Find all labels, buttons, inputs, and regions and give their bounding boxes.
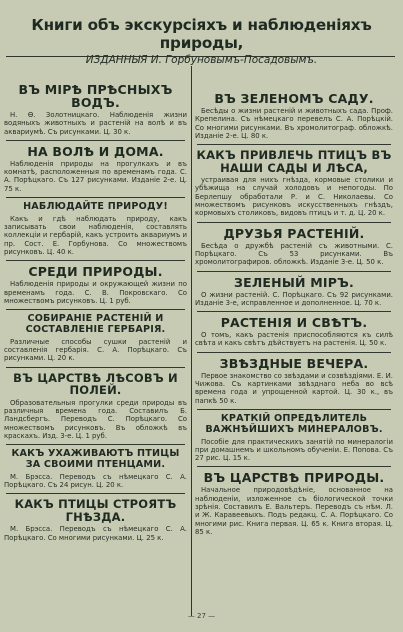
book-description: Какъ и гдѣ наблюдать природу, какъ записывать свои наблюденія, составлять коллекціи и гербарій, какъ устроить аквариумъ и пр. Сост. Е. Горбунова. Со множествомъ рисунковъ. Ц. 40 к. [4,214,187,257]
left-column [4,83,187,546]
entry-divider [197,409,391,410]
entry-divider [6,140,185,141]
entry-divider [197,352,391,353]
book-entry [195,276,393,308]
subtitle-publisher: И. Горбуновымъ-Посадовымъ. [150,54,318,66]
entry-divider [197,222,391,223]
page-number: — 27 — [187,612,216,620]
book-entry [4,498,187,542]
book-title: ВЪ МІРѢ ПРѢСНЫХЪ ВОДЪ. [18,82,173,110]
book-entry [4,145,187,193]
book-title: ВЪ ЦАРСТВѢ ЛѢСОВЪ И ПОЛЕЙ. [13,370,178,398]
book-title: РАСТЕНІЯ И СВѢТЪ. [220,315,368,331]
book-title: ЗВѢЗДНЫЕ ВЕЧЕРА. [219,355,369,371]
entry-divider [197,271,391,272]
book-title: СРЕДИ ПРИРОДЫ. [28,264,163,280]
right-column [195,92,393,540]
book-title: ЗЕЛЕНЫЙ МІРЪ. [234,274,354,290]
book-description: Наблюденія природы и окружающей жизни по временамъ года. С. В. Покровскаго. Со множествомъ рисунковъ. Ц. 1 руб. [4,280,187,305]
column-divider [191,66,192,616]
book-title: КАКЪ УХАЖИВАЮТЪ ПТИЦЫ ЗА СВОИМИ ПТЕНЦАМИ. [11,448,180,471]
book-entry [4,449,187,489]
entry-divider [6,444,185,445]
entry-divider [197,144,391,145]
entry-divider [6,309,185,310]
book-description: Первое знакомство со звѣздами и созвѣздіями. Е. И. Чижова. Съ картинками звѣзднаго неба во всѣ времена года и упрощенной картой. Ц. 30 к., въ папкѣ 50 к. [195,371,393,405]
entry-divider [6,493,185,494]
book-entry [4,314,187,362]
book-description: М. Брэсса. Переводъ съ нѣмецкаго С. А. Порѣцкаго. Со многими рисунками. Ц. 25 к. [4,525,187,542]
entry-divider [6,260,185,261]
book-title: ВЪ ЗЕЛЕНОМЪ САДУ. [214,91,374,106]
book-entry [4,202,187,256]
book-entry [195,471,393,536]
entry-divider [6,367,185,368]
book-description: Наблюденія природы на прогулкахъ и въ комнатѣ, расположенныя по временамъ года. С. А. Порѣцкаго. Съ 127 рисунками. Изданіе 2-е. Ц. 75 к. [4,159,187,193]
book-entry [195,414,393,462]
book-entry [195,227,393,267]
book-title: КАКЪ ПТИЦЫ СТРОЯТЪ ГНѢЗДА. [14,497,177,524]
book-description: О томъ, какъ растенія приспособляются къ силѣ свѣта и какъ свѣтъ дѣйствуетъ на растенія. Ц. 50 к. [195,331,393,348]
entry-divider [197,311,391,312]
book-entry [4,372,187,440]
header-rule [6,56,395,57]
page-title: Книги объ экскурсіяхъ и наблюденіяхъ природы, [31,16,372,52]
book-title: НАБЛЮДАЙТЕ ПРИРОДУ! [23,201,168,213]
book-description: Начальное природовѣдѣніе, основанное на наблюденіи, изложенное съ біологической точки зрѣнія. Составилъ Е. Вальтеръ. Переводъ съ нѣм. Л. и Ж. Каравеевыхъ. Подъ редакц. С. А. Порѣцкаго. Со многими рис. Книга первая. Ц. 65 к. Книга вторая. Ц. 85 к. [195,486,393,536]
book-description: Бесѣда о дружбѣ растеній съ животными. С. Порѣцкаго. Съ 53 рисунками. Въ хромолитографиров. обложкѣ. Изданіе 3-е. Ц. 50 к. [195,241,393,267]
book-title: КАКЪ ПРИВЛЕЧЬ ПТИЦЪ ВЪ НАШИ САДЫ И ЛѢСА, [196,148,392,175]
book-entry [195,149,393,217]
entry-divider [6,197,185,198]
book-description: Различные способы сушки растеній и составленія гербарія. С. А. Порѣцкаго. Съ рисунками. Ц. 20 к. [4,337,187,363]
book-description: Пособіе для практическихъ занятій по минералогіи при домашнемъ и школьномъ обученіи. Е. Попова. Съ 27 рис. Ц. 15 к. [195,437,393,463]
book-description: М. Брэсса. Переводъ съ нѣмецкаго С. А. Порѣцкаго. Съ 24 рисун. Ц. 20 к. [4,472,187,490]
subtitle-prefix: ИЗДАННЫЯ [85,54,148,66]
book-description: Н. Ѳ. Золотницкаго. Наблюденія жизни водяныхъ животныхъ и растеній на волѣ и въ аквариумѣ. Съ рисунками. Ц. 30 к. [4,111,187,136]
book-title: ДРУЗЬЯ РАСТЕНІЙ. [223,225,365,241]
book-title: НА ВОЛѢ И ДОМА. [27,143,164,159]
book-title: ВЪ ЦАРСТВѢ ПРИРОДЫ. [203,470,385,486]
book-title: КРАТКІЙ ОПРЕДѢЛИТЕЛЬ ВАЖНѢЙШИХЪ МИНЕРАЛОВЪ. [205,412,383,435]
book-entry [195,316,393,348]
book-description: Образовательныя прогулки среди природы въ различныя времена года. Составилъ Б. Ландсбергъ. Переводъ С. Порѣцкаго. Со множествомъ рисунковъ. Въ обложкѣ въ краскахъ. Изд. 3-е. Ц. 1 руб. [4,398,187,440]
book-description: устраивая для нихъ гнѣзда, кормовые столики и убѣжища на случай холодовъ и непогоды. По Берлепшу обработали Р. и С. Николаевы. Со множествомъ рисунковъ искусственныхъ гнѣздъ, кормовыхъ столиковъ, видовъ птицъ и т. д. Ц. 20 к. [195,176,393,218]
book-entry [195,92,393,140]
book-description: О жизни растеній. С. Порѣцкаго. Съ 92 рисунками. Изданіе 3-е, исправленное и дополненное. Ц. 70 к. [195,290,393,307]
entry-divider [197,466,391,467]
book-title: СОБИРАНІЕ РАСТЕНІЙ И СОСТАВЛЕНІЕ ГЕРБАРІЯ. [25,313,166,336]
book-entry [195,357,393,405]
book-entry [4,265,187,305]
book-description: Бесѣды о жизни растеній и животныхъ сада. Проф. Крепелина. Съ нѣмецкаго перевелъ С. А. Порѣцкій. Со многими рисунками. Въ хромолитограф. обложкѣ. Изданіе 2-е. Ц. 80 к. [195,107,393,140]
page-header [0,16,403,67]
book-entry [4,83,187,136]
